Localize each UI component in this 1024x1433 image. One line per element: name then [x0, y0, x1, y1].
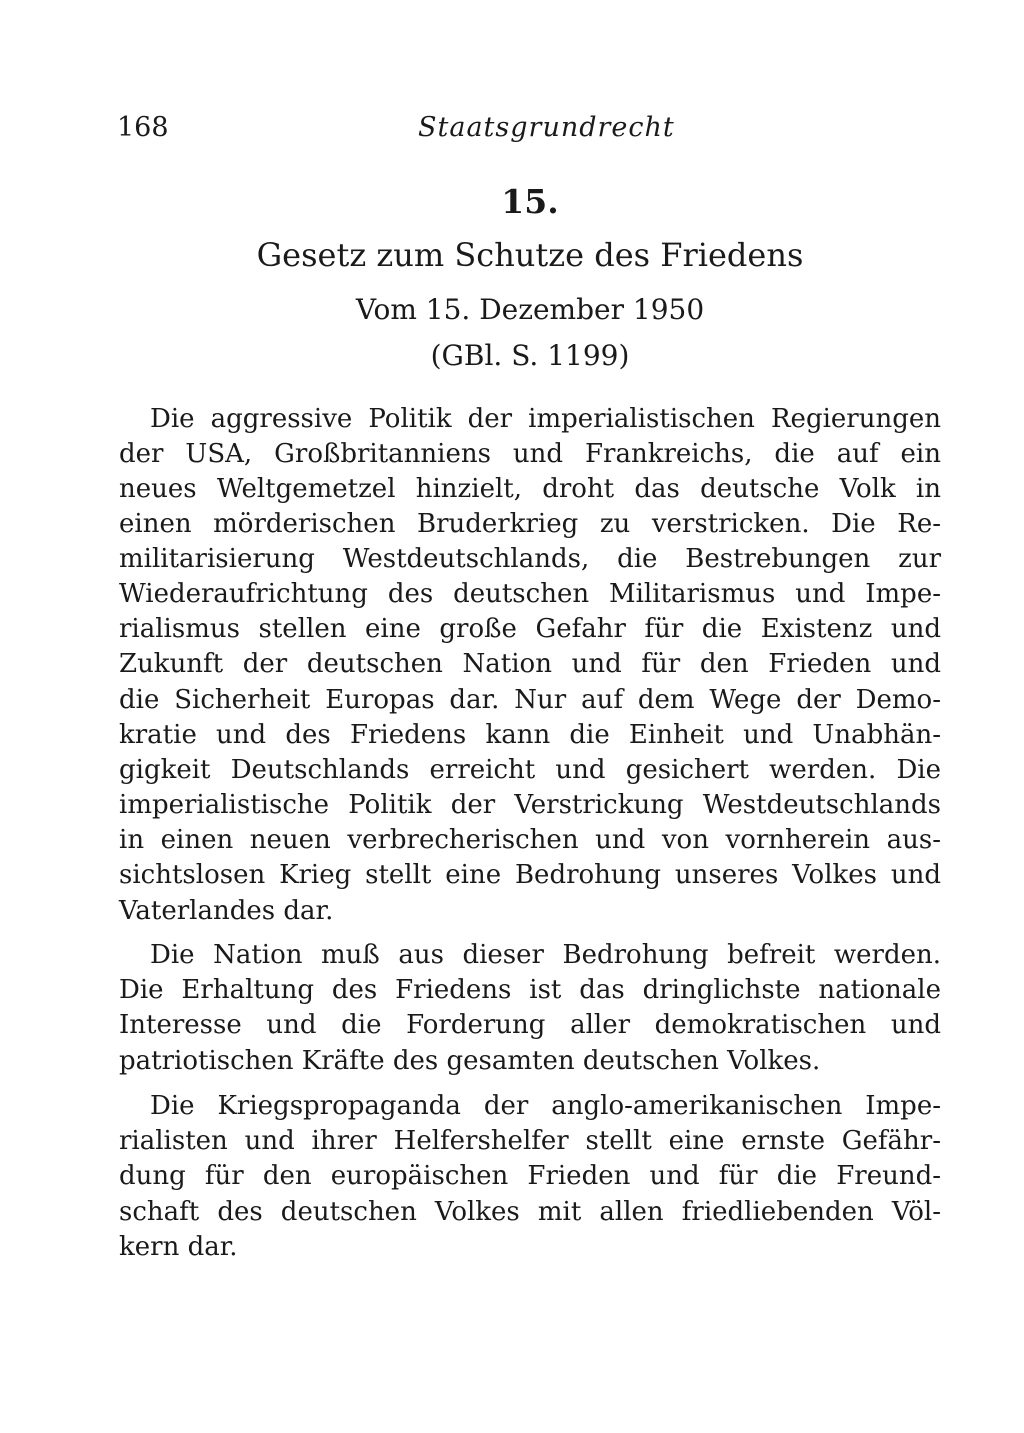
law-date: Vom 15. Dezember 1950 — [355, 293, 705, 326]
body-line: Wiederaufrichtung des deutschen Militarismus und Impe- — [119, 579, 941, 609]
body-line: militarisierung Westdeutschlands, die Bestrebungen zur — [119, 544, 941, 574]
body-line: dung für den europäischen Frieden und für die Freund- — [119, 1161, 941, 1191]
body-line: Zukunft der deutschen Nation und für den Frieden und — [119, 649, 941, 679]
body-line: rialismus stellen eine große Gefahr für die Existenz und — [119, 614, 941, 644]
body-line: Vaterlandes dar. — [119, 896, 334, 926]
body-line: Die Nation muß aus dieser Bedrohung befreit werden. — [150, 940, 941, 970]
body-line: gigkeit Deutschlands erreicht und gesichert werden. Die — [119, 755, 941, 785]
body-line: sichtslosen Krieg stellt eine Bedrohung unseres Volkes und — [119, 860, 941, 890]
body-line: in einen neuen verbrecherischen und von vornherein aus- — [119, 825, 941, 855]
body-line: kratie und des Friedens kann die Einheit und Unabhän- — [119, 720, 941, 750]
law-source: (GBl. S. 1199) — [430, 339, 630, 372]
body-line: neues Weltgemetzel hinzielt, droht das deutsche Volk in — [119, 474, 941, 504]
body-line: Interesse und die Forderung aller demokratischen und — [119, 1010, 941, 1040]
running-title: Staatsgrundrecht — [418, 112, 675, 143]
body-line: imperialistische Politik der Verstrickung Westdeutschlands — [119, 790, 941, 820]
body-line: die Sicherheit Europas dar. Nur auf dem Wege der Demo- — [119, 685, 941, 715]
body-line: patriotischen Kräfte des gesamten deutschen Volkes. — [119, 1046, 821, 1076]
body-line: Die Erhaltung des Friedens ist das dringlichste nationale — [119, 975, 941, 1005]
body-line: Die aggressive Politik der imperialistischen Regierungen — [150, 404, 941, 434]
body-line: Die Kriegspropaganda der anglo-amerikanischen Impe- — [150, 1091, 941, 1121]
body-line: der USA, Großbritanniens und Frankreichs, die auf ein — [119, 439, 941, 469]
section-number: 15. — [501, 182, 559, 221]
body-line: kern dar. — [119, 1232, 238, 1262]
page-number: 168 — [117, 112, 169, 143]
body-line: schaft des deutschen Volkes mit allen friedliebenden Völ- — [119, 1197, 941, 1227]
body-line: einen mörderischen Bruderkrieg zu verstricken. Die Re- — [119, 509, 941, 539]
body-line: rialisten und ihrer Helfershelfer stellt eine ernste Gefähr- — [119, 1126, 941, 1156]
law-title: Gesetz zum Schutze des Friedens — [256, 236, 804, 274]
